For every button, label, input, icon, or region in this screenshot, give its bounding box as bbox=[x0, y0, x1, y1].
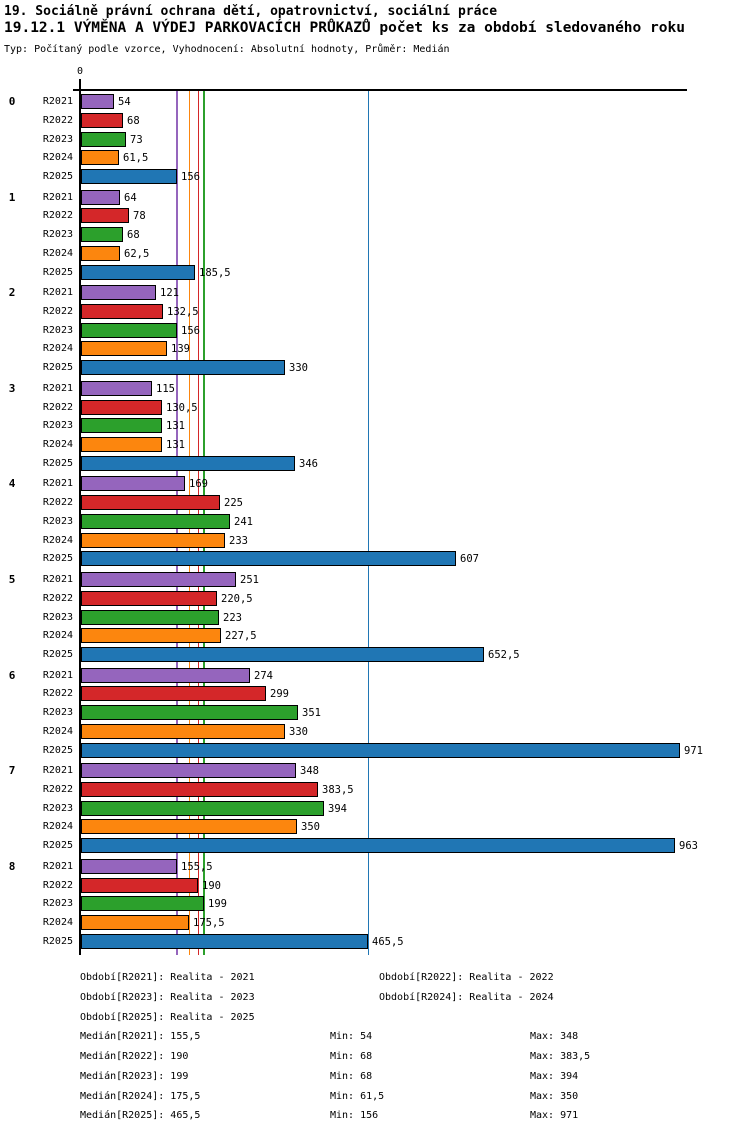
bar-R2021-0 bbox=[81, 94, 114, 109]
bar-R2021-1 bbox=[81, 190, 120, 205]
bar-value-label: 73 bbox=[130, 134, 143, 146]
bar-series-label: R2025 bbox=[42, 362, 73, 373]
bar-R2022-8 bbox=[81, 878, 198, 893]
bar-value-label: 199 bbox=[208, 898, 227, 910]
bar-value-label: 175,5 bbox=[193, 917, 225, 929]
bar-R2022-3 bbox=[81, 400, 162, 415]
bar-value-label: 330 bbox=[289, 726, 308, 738]
bar-series-label: R2024 bbox=[42, 439, 73, 450]
category-label: 8 bbox=[8, 860, 16, 873]
bar-R2022-1 bbox=[81, 208, 129, 223]
legend-item: Období[R2021]: Realita - 2021 bbox=[80, 972, 255, 983]
bar-R2021-3 bbox=[81, 381, 152, 396]
bar-series-label: R2021 bbox=[42, 383, 73, 394]
bar-value-label: 351 bbox=[302, 707, 321, 719]
bar-R2022-6 bbox=[81, 686, 266, 701]
bar-R2023-4 bbox=[81, 514, 230, 529]
category-label: 5 bbox=[8, 573, 16, 586]
bar-series-label: R2023 bbox=[42, 516, 73, 527]
bar-series-label: R2021 bbox=[42, 574, 73, 585]
bar-value-label: 223 bbox=[223, 612, 242, 624]
bar-series-label: R2024 bbox=[42, 917, 73, 928]
bar-value-label: 156 bbox=[181, 171, 200, 183]
stat-min: Min: 61,5 bbox=[330, 1091, 385, 1102]
bar-R2021-4 bbox=[81, 476, 185, 491]
bar-R2024-7 bbox=[81, 819, 297, 834]
bar-series-label: R2023 bbox=[42, 229, 73, 240]
bar-series-label: R2023 bbox=[42, 420, 73, 431]
bar-R2025-5 bbox=[81, 647, 484, 662]
legend-item: Období[R2022]: Realita - 2022 bbox=[379, 972, 554, 983]
bar-R2023-3 bbox=[81, 418, 162, 433]
bar-value-label: 233 bbox=[229, 535, 248, 547]
median-line-R2025 bbox=[368, 91, 370, 955]
stat-min: Min: 54 bbox=[330, 1031, 373, 1042]
bar-value-label: 132,5 bbox=[167, 306, 199, 318]
bar-series-label: R2022 bbox=[42, 688, 73, 699]
bar-series-label: R2024 bbox=[42, 343, 73, 354]
bar-value-label: 121 bbox=[160, 287, 179, 299]
bar-value-label: 251 bbox=[240, 574, 259, 586]
bar-value-label: 185,5 bbox=[199, 267, 231, 279]
bar-R2021-5 bbox=[81, 572, 236, 587]
category-label: 0 bbox=[8, 95, 16, 108]
bar-value-label: 330 bbox=[289, 362, 308, 374]
bar-series-label: R2024 bbox=[42, 821, 73, 832]
chart-meta-line: Typ: Počítaný podle vzorce, Vyhodnocení: Absolutní hodnoty, Průměr: Medián bbox=[4, 44, 450, 55]
bar-series-label: R2024 bbox=[42, 152, 73, 163]
bar-R2021-2 bbox=[81, 285, 156, 300]
bar-R2024-0 bbox=[81, 150, 119, 165]
bar-value-label: 115 bbox=[156, 383, 175, 395]
stat-min: Min: 68 bbox=[330, 1051, 373, 1062]
bar-series-label: R2023 bbox=[42, 803, 73, 814]
bar-value-label: 139 bbox=[171, 343, 190, 355]
bar-value-label: 227,5 bbox=[225, 630, 257, 642]
bar-value-label: 62,5 bbox=[124, 248, 150, 260]
bar-R2021-8 bbox=[81, 859, 177, 874]
bar-value-label: 241 bbox=[234, 516, 253, 528]
bar-value-label: 652,5 bbox=[488, 649, 520, 661]
bar-R2023-6 bbox=[81, 705, 298, 720]
bar-series-label: R2025 bbox=[42, 267, 73, 278]
bar-R2023-2 bbox=[81, 323, 177, 338]
category-label: 2 bbox=[8, 286, 16, 299]
bar-R2024-1 bbox=[81, 246, 120, 261]
bar-R2024-6 bbox=[81, 724, 285, 739]
stat-min: Min: 68 bbox=[330, 1071, 373, 1082]
stat-max: Max: 394 bbox=[530, 1071, 579, 1082]
bar-series-label: R2023 bbox=[42, 612, 73, 623]
bar-series-label: R2021 bbox=[42, 861, 73, 872]
bar-series-label: R2021 bbox=[42, 96, 73, 107]
bar-value-label: 131 bbox=[166, 439, 185, 451]
bar-series-label: R2023 bbox=[42, 134, 73, 145]
bar-R2024-5 bbox=[81, 628, 221, 643]
bar-series-label: R2025 bbox=[42, 745, 73, 756]
bar-value-label: 155,5 bbox=[181, 861, 213, 873]
bar-series-label: R2025 bbox=[42, 171, 73, 182]
bar-R2025-4 bbox=[81, 551, 456, 566]
bar-series-label: R2021 bbox=[42, 670, 73, 681]
bar-R2024-3 bbox=[81, 437, 162, 452]
bar-series-label: R2024 bbox=[42, 535, 73, 546]
bar-series-label: R2025 bbox=[42, 458, 73, 469]
bar-R2025-1 bbox=[81, 265, 195, 280]
bar-R2025-6 bbox=[81, 743, 680, 758]
stat-min: Min: 156 bbox=[330, 1110, 379, 1121]
bar-R2022-2 bbox=[81, 304, 163, 319]
bar-series-label: R2022 bbox=[42, 497, 73, 508]
page-subtitle: 19.12.1 VÝMĚNA A VÝDEJ PARKOVACÍCH PRŮKAZŮ počet ks za období sledovaného roku bbox=[4, 20, 685, 36]
stat-max: Max: 971 bbox=[530, 1110, 579, 1121]
bar-R2021-7 bbox=[81, 763, 296, 778]
bar-series-label: R2022 bbox=[42, 115, 73, 126]
bar-value-label: 299 bbox=[270, 688, 289, 700]
bar-value-label: 190 bbox=[202, 880, 221, 892]
bar-series-label: R2021 bbox=[42, 478, 73, 489]
bar-series-label: R2024 bbox=[42, 248, 73, 259]
bar-value-label: 971 bbox=[684, 745, 703, 757]
bar-R2021-6 bbox=[81, 668, 250, 683]
bar-R2024-8 bbox=[81, 915, 189, 930]
stat-median: Medián[R2021]: 155,5 bbox=[80, 1031, 201, 1042]
stat-median: Medián[R2022]: 190 bbox=[80, 1051, 189, 1062]
bar-value-label: 383,5 bbox=[322, 784, 354, 796]
legend-item: Období[R2024]: Realita - 2024 bbox=[379, 992, 554, 1003]
category-label: 1 bbox=[8, 191, 16, 204]
bar-series-label: R2025 bbox=[42, 553, 73, 564]
bar-value-label: 465,5 bbox=[372, 936, 404, 948]
bar-R2023-1 bbox=[81, 227, 123, 242]
stat-median: Medián[R2023]: 199 bbox=[80, 1071, 189, 1082]
bar-R2025-8 bbox=[81, 934, 368, 949]
page-title: 19. Sociálně právní ochrana dětí, opatrovnictví, sociální práce bbox=[4, 4, 498, 19]
bar-series-label: R2022 bbox=[42, 402, 73, 413]
bar-value-label: 220,5 bbox=[221, 593, 253, 605]
bar-R2023-5 bbox=[81, 610, 219, 625]
bar-series-label: R2021 bbox=[42, 287, 73, 298]
bar-series-label: R2024 bbox=[42, 630, 73, 641]
bar-R2024-2 bbox=[81, 341, 167, 356]
bar-R2022-0 bbox=[81, 113, 123, 128]
bar-value-label: 68 bbox=[127, 229, 140, 241]
bar-value-label: 131 bbox=[166, 420, 185, 432]
bar-value-label: 78 bbox=[133, 210, 146, 222]
bar-R2023-8 bbox=[81, 896, 204, 911]
bar-series-label: R2025 bbox=[42, 936, 73, 947]
bar-value-label: 274 bbox=[254, 670, 273, 682]
legend-item: Období[R2023]: Realita - 2023 bbox=[80, 992, 255, 1003]
stat-max: Max: 348 bbox=[530, 1031, 579, 1042]
category-label: 6 bbox=[8, 669, 16, 682]
bar-R2022-4 bbox=[81, 495, 220, 510]
bar-R2022-7 bbox=[81, 782, 318, 797]
category-label: 4 bbox=[8, 477, 16, 490]
stat-median: Medián[R2025]: 465,5 bbox=[80, 1110, 201, 1121]
bar-value-label: 348 bbox=[300, 765, 319, 777]
x-axis-tick-label: 0 bbox=[76, 66, 84, 77]
bar-series-label: R2022 bbox=[42, 306, 73, 317]
chart-area bbox=[0, 60, 750, 960]
bar-R2025-2 bbox=[81, 360, 285, 375]
bar-value-label: 346 bbox=[299, 458, 318, 470]
bar-R2023-0 bbox=[81, 132, 126, 147]
bar-value-label: 54 bbox=[118, 96, 131, 108]
bar-value-label: 130,5 bbox=[166, 402, 198, 414]
category-label: 3 bbox=[8, 382, 16, 395]
bar-series-label: R2021 bbox=[42, 765, 73, 776]
stat-max: Max: 383,5 bbox=[530, 1051, 591, 1062]
bar-series-label: R2025 bbox=[42, 649, 73, 660]
bar-value-label: 225 bbox=[224, 497, 243, 509]
bar-series-label: R2022 bbox=[42, 784, 73, 795]
bar-value-label: 350 bbox=[301, 821, 320, 833]
bar-value-label: 394 bbox=[328, 803, 347, 815]
stat-median: Medián[R2024]: 175,5 bbox=[80, 1091, 201, 1102]
bar-value-label: 61,5 bbox=[123, 152, 149, 164]
bar-R2024-4 bbox=[81, 533, 225, 548]
bar-series-label: R2023 bbox=[42, 325, 73, 336]
bar-value-label: 963 bbox=[679, 840, 698, 852]
bar-R2025-3 bbox=[81, 456, 295, 471]
bar-R2023-7 bbox=[81, 801, 324, 816]
bar-value-label: 156 bbox=[181, 325, 200, 337]
bar-series-label: R2021 bbox=[42, 192, 73, 203]
bar-series-label: R2022 bbox=[42, 210, 73, 221]
legend-item: Období[R2025]: Realita - 2025 bbox=[80, 1012, 255, 1023]
bar-R2025-7 bbox=[81, 838, 675, 853]
bar-series-label: R2023 bbox=[42, 707, 73, 718]
bar-series-label: R2022 bbox=[42, 593, 73, 604]
bar-series-label: R2024 bbox=[42, 726, 73, 737]
bar-series-label: R2025 bbox=[42, 840, 73, 851]
bar-R2022-5 bbox=[81, 591, 217, 606]
x-axis-line bbox=[73, 89, 687, 91]
bar-R2025-0 bbox=[81, 169, 177, 184]
bar-value-label: 607 bbox=[460, 553, 479, 565]
bar-value-label: 68 bbox=[127, 115, 140, 127]
bar-series-label: R2023 bbox=[42, 898, 73, 909]
bar-series-label: R2022 bbox=[42, 880, 73, 891]
category-label: 7 bbox=[8, 764, 16, 777]
stat-max: Max: 350 bbox=[530, 1091, 579, 1102]
bar-value-label: 169 bbox=[189, 478, 208, 490]
bar-value-label: 64 bbox=[124, 192, 137, 204]
